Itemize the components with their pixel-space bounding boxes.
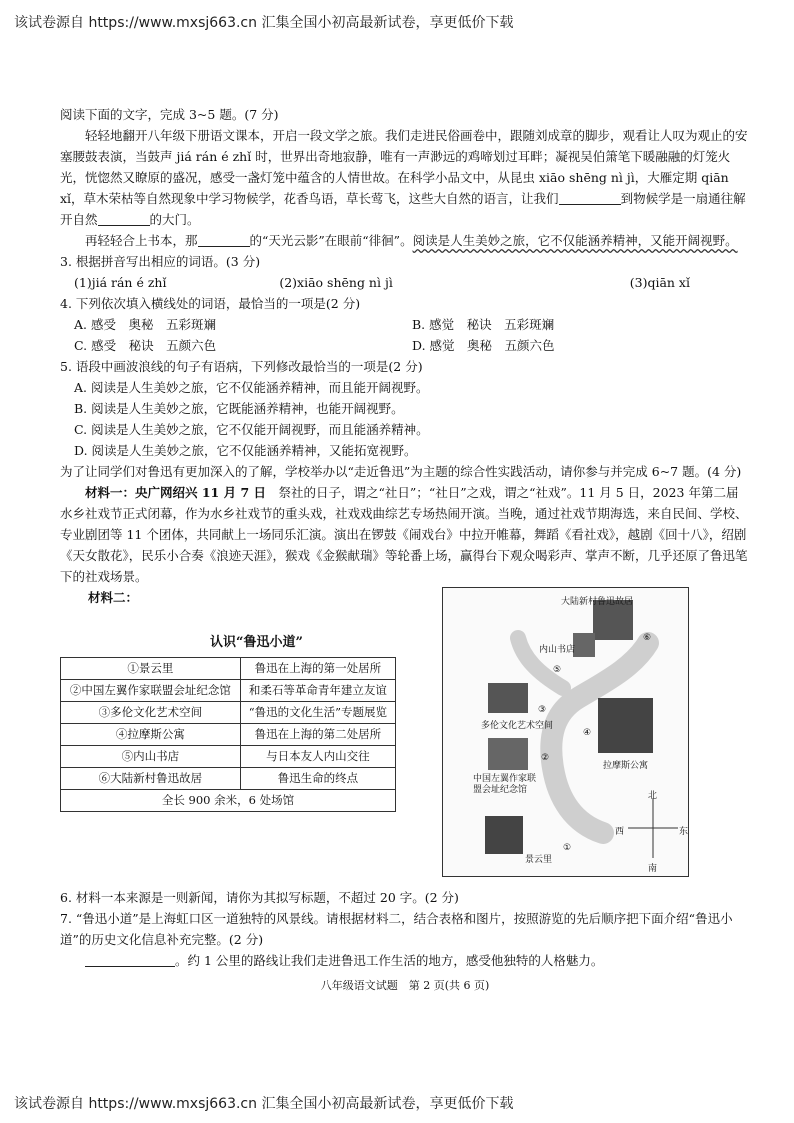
table-cell-place: ④拉摩斯公寓 — [61, 724, 241, 746]
q5-option-c: C. 阅读是人生美妙之旅，它不仅能开阔视野，而且能涵养精神。 — [74, 422, 429, 437]
table-row — [61, 768, 396, 790]
table-cell-info: 鲁迅在上海的第一处居所 — [240, 658, 395, 680]
luxun-path-map — [442, 587, 689, 877]
table-cell-info: 鲁迅在上海的第二处居所 — [240, 724, 395, 746]
table-cell-place: ①景云里 — [61, 658, 241, 680]
q4-option-c: C. 感受 秘诀 五颜六色 — [74, 338, 217, 353]
building-icon — [573, 633, 595, 657]
blank-3 — [198, 232, 250, 247]
table-cell-place: ②中国左翼作家联盟会址纪念馆 — [61, 680, 241, 702]
source-banner-top: 该试卷源自 https://www.mxsj663.cn 汇集全国小初高最新试卷，享更低价下载 — [14, 15, 514, 31]
para2-text-b: 的“天光云影”在眼前“徘徊”。 — [249, 233, 413, 248]
table-cell-place: ⑤内山书店 — [61, 746, 241, 768]
q7-blank — [85, 952, 175, 967]
compass-west: 西 — [615, 827, 625, 837]
table-cell-info: 和柔石等革命青年建立友谊 — [240, 680, 395, 702]
page-footer: 八年级语文试题 第 2 页(共 6 页) — [320, 979, 490, 992]
table-row — [61, 724, 396, 746]
para2-text-a: 再轻轻合上书本，那 — [85, 233, 198, 248]
para1-text-b: 到物候学是一扇通往解开自然 — [60, 191, 746, 227]
q4-option-d: D. 感觉 奥秘 五颜六色 — [412, 338, 555, 353]
blank-2 — [98, 211, 150, 226]
para1-text-a: 轻轻地翻开八年级下册语文课本，开启一段文学之旅。我们走进民俗画卷中，跟随刘成章的脚步，观看让人叹为观止的安塞腰鼓表演，当鼓声 jiá rán é zhǐ 时，世界出奇地寂静，唯有一声渺远的鸡啼划过耳畔；凝视吴伯箫笔下暖融融的灯笼火光，恍惚然又瞭原的盛况，感受一盏灯笼中蕴含的人情世故。在科学小品文中，从昆虫 xiāo shēng nì jì，大雁定期 qiān xǐ，草木荣枯等自然现象中学习物候学，花香鸟语，草长莺飞，这些大自然的语言，让我们 — [60, 128, 748, 206]
q5-option-d: D. 阅读是人生美妙之旅，它不仅能涵养精神，又能拓宽视野。 — [74, 443, 417, 458]
map-number-6: ⑥ — [643, 633, 652, 643]
q4-option-a: A. 感受 奥秘 五彩斑斓 — [74, 317, 216, 332]
q5-option-b: B. 阅读是人生美妙之旅，它既能涵养精神，也能开阔视野。 — [74, 401, 404, 416]
map-label-lamosi: 拉摩斯公寓 — [603, 761, 649, 771]
para1-text-c: 的大门。 — [149, 212, 200, 227]
map-number-3: ③ — [538, 705, 547, 715]
reading-para-1 — [60, 125, 750, 230]
source-banner-bottom: 该试卷源自 https://www.mxsj663.cn 汇集全国小初高最新试卷，享更低价下载 — [14, 1096, 514, 1112]
material-1 — [60, 482, 750, 587]
table-title: 认识“鲁迅小道” — [210, 635, 303, 650]
map-label-neishan: 内山书店 — [539, 645, 576, 655]
q3-items — [60, 272, 750, 293]
map-graphic — [443, 588, 688, 876]
table-row — [61, 702, 396, 724]
map-number-4: ④ — [583, 728, 592, 738]
building-icon — [488, 683, 528, 713]
table-cell-info: “鲁迅的文化生活”专题展览 — [240, 702, 395, 724]
table-row — [61, 746, 396, 768]
q3-item-1: (1)jiá rán é zhǐ — [74, 275, 167, 290]
material-1-text: 祭社的日子，谓之“社日”；“社日”之戏，谓之“社戏”。11 月 5 日，2023 年第二届水乡社戏节正式闭幕，作为水乡社戏节的重头戏，社戏戏曲综艺专场热闹开演。当晚，通过社戏节期海选，来自民间、学校、专业剧团等 11 个团体，共同献上一场同乐汇演。演出在锣鼓《闹戏台》中拉开帷幕，舞蹈《看社戏》，越剧《回十八》，绍剧《天女散花》，民乐小合奏《浪迹天涯》，猴戏《金猴献瑞》等轮番上场，赢得台下观众喝彩声、掌声不断，几乎还原了鲁迅笔下的社戏场景。 — [60, 485, 748, 584]
q3-item-2: (2)xiāo shēng nì jì — [279, 275, 393, 290]
table-cell-place: ③多伦文化艺术空间 — [61, 702, 241, 724]
map-label-zuolian: 中国左翼作家联盟会址纪念馆 — [473, 774, 537, 795]
q5-option-a: A. 阅读是人生美妙之旅，它不仅能涵养精神，而且能开阔视野。 — [74, 380, 429, 395]
table-cell-info: 与日本友人内山交往 — [240, 746, 395, 768]
q5-stem: 5. 语段中画波浪线的句子有语病，下列修改最恰当的一项是(2 分) — [60, 359, 423, 374]
table-cell-info: 鲁迅生命的终点 — [240, 768, 395, 790]
q6-stem: 6. 材料一本来源是一则新闻，请你为其拟写标题，不超过 20 字。(2 分) — [60, 890, 459, 905]
q7-answer-line — [60, 950, 750, 971]
q4-stem: 4. 下列依次填入横线处的词语，最恰当的一项是(2 分) — [60, 296, 361, 311]
building-icon — [485, 816, 523, 854]
wavy-sentence: 阅读是人生美妙之旅，它不仅能涵养精神，又能开阔视野。 — [412, 233, 738, 248]
map-label-jingyunli: 景云里 — [525, 855, 553, 865]
map-label-duolun: 多伦文化艺术空间 — [481, 721, 554, 731]
q7-tail-text: 。约 1 公里的路线让我们走进鲁迅工作生活的地方，感受他独特的人格魅力。 — [175, 953, 604, 968]
map-number-2: ② — [541, 753, 550, 763]
q3-stem: 3. 根据拼音写出相应的词语。(3 分) — [60, 254, 261, 269]
reading-para-2 — [60, 230, 750, 251]
table-row — [61, 680, 396, 702]
material-2 — [60, 587, 750, 887]
q4-option-b: B. 感觉 秘诀 五彩斑斓 — [412, 317, 555, 332]
luxun-path-table — [60, 657, 396, 812]
reading-intro: 阅读下面的文字，完成 3~5 题。(7 分) — [60, 107, 279, 122]
map-label-dalu: 大陆新村鲁迅故居 — [561, 597, 634, 607]
compass-north: 北 — [648, 791, 658, 801]
activity-intro: 为了让同学们对鲁迅有更加深入的了解，学校举办以“走近鲁迅”为主题的综合性实践活动，请你参与并完成 6~7 题。(4 分) — [60, 464, 742, 479]
map-number-1: ① — [563, 843, 572, 853]
q3-item-3: (3)qiān xǐ — [629, 275, 690, 290]
compass-south: 南 — [648, 864, 658, 874]
table-footer-row — [61, 790, 396, 812]
material-1-label: 材料一：央广网绍兴 11 月 7 日 — [85, 485, 267, 500]
q7-stem: 7. “鲁迅小道”是上海虹口区一道独特的风景线。请根据材料二，结合表格和图片，按照游览的先后顺序把下面介绍“鲁迅小道”的历史文化信息补充完整。(2 分) — [60, 911, 733, 947]
table-cell-place: ⑥大陆新村鲁迅故居 — [61, 768, 241, 790]
q4-options — [60, 314, 750, 356]
building-icon — [598, 698, 653, 753]
exam-sheet — [60, 104, 750, 996]
map-number-5: ⑤ — [553, 665, 562, 675]
compass-east: 东 — [679, 827, 689, 837]
building-icon — [488, 738, 528, 770]
table-row — [61, 658, 396, 680]
material-2-label: 材料二： — [88, 590, 139, 605]
blank-1 — [559, 190, 621, 205]
table-footer: 全长 900 余米，6 处场馆 — [61, 790, 396, 812]
